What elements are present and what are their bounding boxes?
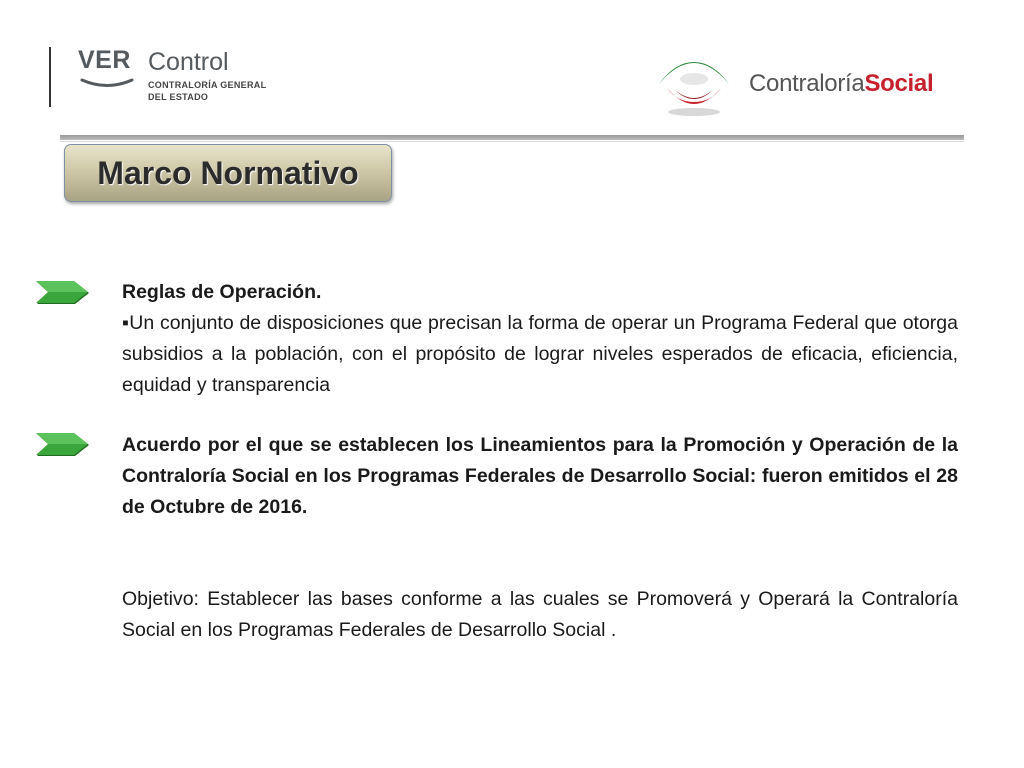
wordmark-part2: Social xyxy=(864,70,934,97)
objetivo-paragraph: Objetivo: Establecer las bases conforme a las cuales se Promoverá y Operará la Contraloría Social en los Programas Federales de Desarrollo Social . xyxy=(122,588,958,641)
green-arrow-icon xyxy=(34,431,90,457)
contraloria-social-emblem-icon xyxy=(655,48,733,120)
reglas-heading: Reglas de Operación. xyxy=(122,281,322,303)
header-separator xyxy=(60,135,964,140)
reglas-description xyxy=(122,308,958,401)
logo-subtitle-line2: DEL ESTADO xyxy=(148,92,209,102)
contraloria-social-wordmark xyxy=(749,70,933,98)
page-title: Marco Normativo xyxy=(97,154,359,191)
header-divider xyxy=(49,47,51,107)
square-bullet-icon: ▪ xyxy=(122,312,130,334)
title-banner xyxy=(64,144,392,202)
logo-ver-text: VER xyxy=(78,46,131,74)
reglas-text: Un conjunto de disposiciones que precisan la forma de operar un Programa Federal que otorga subsidios a la población, con el propósito de lograr niveles esperados de eficacia, eficiencia, equidad y transparencia xyxy=(122,312,958,396)
logo-control-text: Control xyxy=(148,48,229,76)
acuerdo-paragraph: Acuerdo por el que se establecen los Lineamientos para la Promoción y Operación de la Contraloría Social en los Programas Federales de Desarrollo Social: fueron emitidos el 28 de Octubre de 2016. xyxy=(122,434,958,518)
wordmark-part1: Contraloría xyxy=(749,70,865,97)
logo-subtitle-line1: CONTRALORÍA GENERAL xyxy=(148,80,267,90)
header-separator-line xyxy=(60,141,964,142)
ver-control-logo xyxy=(78,46,278,110)
swoosh-icon xyxy=(80,77,134,89)
green-arrow-icon xyxy=(34,279,90,305)
